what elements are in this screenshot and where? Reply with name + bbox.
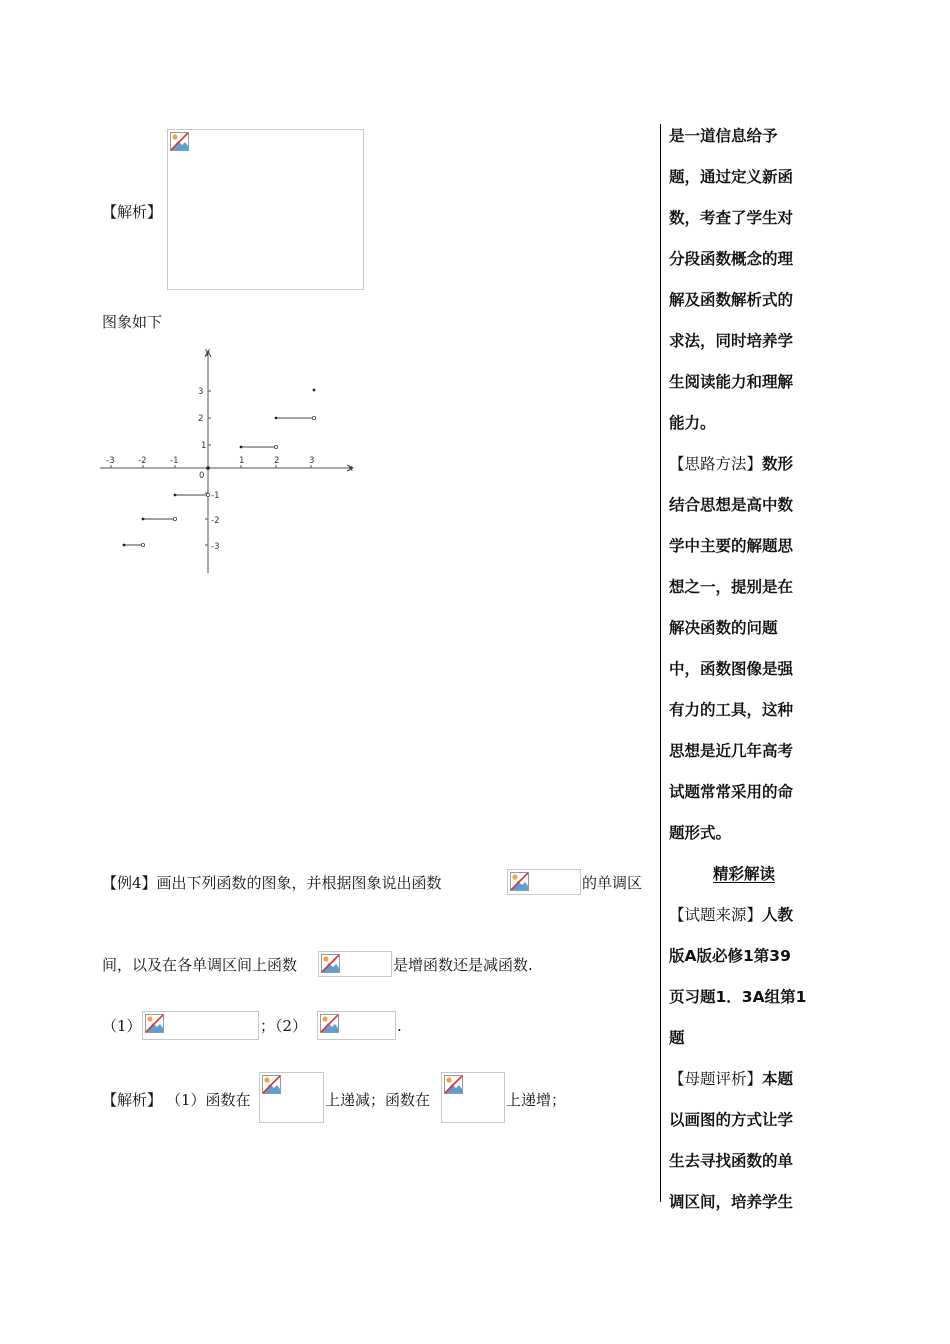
sidebar-line: 生阅读能力和理解 <box>669 373 794 391</box>
sidebar-line: 思想是近几年高考 <box>669 742 794 760</box>
sidebar-heading: 精彩解读 <box>712 865 775 883</box>
sidebar-line: 学中主要的解题思 <box>669 537 794 555</box>
sidebar-line: 中，函数图像是强 <box>669 660 794 678</box>
formula-image <box>318 951 392 977</box>
sidebar-line: 版A版必修1第39 <box>669 947 791 965</box>
x-tick-label: 1 <box>239 456 245 466</box>
sidebar-line: 调区间，培养学生 <box>669 1193 794 1211</box>
example4-text-end: 的单调区 <box>582 874 643 892</box>
x-tick-label: -3 <box>106 456 115 466</box>
broken-image-icon <box>170 132 189 151</box>
analysis2-text: 上递增； <box>506 1091 567 1109</box>
formula-image <box>317 1011 396 1040</box>
sidebar-review-line: 【母题评析】本题 <box>669 1070 794 1088</box>
review-label: 【母题评析】 <box>669 1070 763 1088</box>
sidebar <box>669 116 819 1223</box>
y-tick-label: -3 <box>211 542 220 552</box>
step-function-graph <box>98 343 363 578</box>
x-axis-label: x <box>348 464 354 474</box>
sidebar-line: 数，考查了学生对 <box>669 209 794 227</box>
broken-image-icon <box>510 872 529 891</box>
sidebar-line: 解决函数的问题 <box>669 619 778 637</box>
sidebar-line: 能力。 <box>669 414 716 432</box>
x-tick-label: -2 <box>138 456 147 466</box>
example4-line2-start: 间，以及在各单调区间上函数 <box>102 956 298 974</box>
analysis2-text: （1）函数在 <box>166 1091 251 1109</box>
sidebar-line: 解及函数解析式的 <box>669 291 794 309</box>
x-tick-label: 2 <box>274 456 280 466</box>
graph-caption: 图象如下 <box>102 313 163 331</box>
y-tick-label: -1 <box>211 491 220 501</box>
formula-image <box>142 1011 259 1040</box>
sidebar-line: 结合思想是高中数 <box>669 496 794 514</box>
sidebar-line: 想之一，提别是在 <box>669 578 794 596</box>
broken-image-icon <box>320 1014 339 1033</box>
method-label: 【思路方法】 <box>669 455 763 473</box>
item1-label: （1） <box>102 1017 142 1035</box>
sidebar-line: 以画图的方式让学 <box>669 1111 794 1129</box>
sidebar-divider <box>660 124 661 1202</box>
formula-image <box>441 1072 505 1123</box>
y-tick-label: 1 <box>201 441 207 451</box>
sidebar-line: 题 <box>669 1029 685 1047</box>
sidebar-line: 生去寻找函数的单 <box>669 1152 794 1170</box>
y-tick-label: 2 <box>198 414 204 424</box>
y-tick-label: 3 <box>198 387 204 397</box>
example4-line2-end: 是增函数还是减函数. <box>393 956 533 974</box>
broken-image-icon <box>262 1075 281 1094</box>
item-end: . <box>397 1017 402 1035</box>
broken-image-icon <box>321 954 340 973</box>
source-label: 【试题来源】 <box>669 906 763 924</box>
formula-image <box>167 129 364 290</box>
sidebar-line: 是一道信息给予 <box>669 127 778 145</box>
sidebar-source-line: 【试题来源】人教 <box>669 906 794 924</box>
x-tick-label: -1 <box>170 456 179 466</box>
sidebar-line: 页习题1．3A组第1 <box>669 988 807 1006</box>
formula-image <box>507 869 581 895</box>
formula-image <box>259 1072 324 1123</box>
sidebar-method-line: 【思路方法】数形 <box>669 455 794 473</box>
sidebar-line: 分段函数概念的理 <box>669 250 794 268</box>
y-tick-label: -2 <box>211 516 220 526</box>
x-tick-label: 3 <box>309 456 315 466</box>
sidebar-line: 试题常常采用的命 <box>669 783 794 801</box>
example4-text-start: 【例4】画出下列函数的图象，并根据图象说出函数 <box>102 874 442 892</box>
broken-image-icon <box>444 1075 463 1094</box>
sidebar-line: 求法，同时培养学 <box>669 332 794 350</box>
analysis2-label: 【解析】 <box>102 1091 163 1109</box>
item-separator: ；（2） <box>260 1017 308 1035</box>
sidebar-line: 有力的工具，这种 <box>669 701 794 719</box>
broken-image-icon <box>145 1014 164 1033</box>
analysis2-text: 上递减；函数在 <box>325 1091 431 1109</box>
analysis-label: 【解析】 <box>102 203 163 221</box>
y-axis-label: y <box>205 347 211 357</box>
sidebar-line: 题，通过定义新函 <box>669 168 794 186</box>
origin-label: 0 <box>199 471 205 481</box>
sidebar-line: 题形式。 <box>669 824 732 842</box>
